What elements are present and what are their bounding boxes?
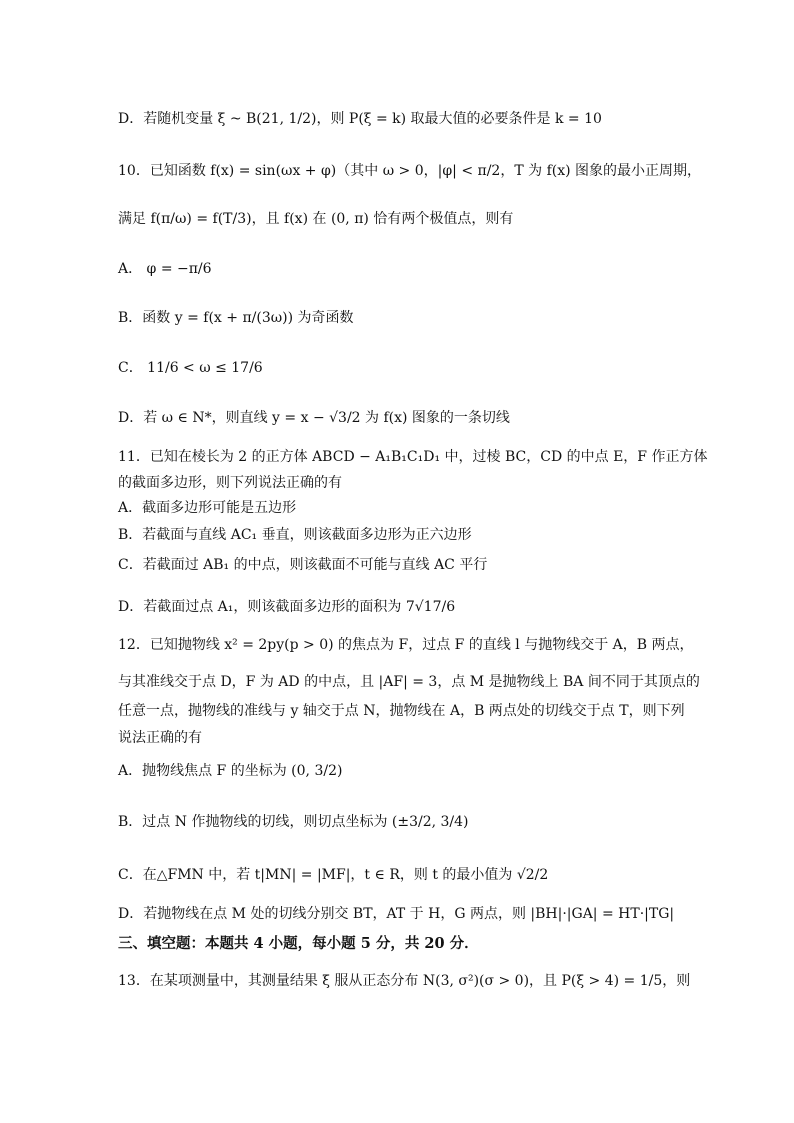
q12-stem-line2: 与其准线交于点 D，F 为 AD 的中点，且 |AF| = 3，点 M 是抛物线上 BA 间不同于其顶点的 <box>118 674 700 690</box>
q12-stem-line1: 12．已知抛物线 x² = 2py(p > 0) 的焦点为 F，过点 F 的直线 l 与抛物线交于 A，B 两点， <box>118 637 694 653</box>
q9-option-d: D．若随机变量 ξ ~ B(21, 1/2)，则 P(ξ = k) 取最大值的必要条件是 k = 10 <box>118 111 602 127</box>
q10-option-c: C． 11/6 < ω ≤ 17/6 <box>118 360 263 376</box>
q10-stem-line2: 满足 f(π/ω) = f(T/3)，且 f(x) 在 (0, π) 恰有两个极值点，则有 <box>118 211 514 227</box>
q11-stem-line2: 的截面多边形，则下列说法正确的有 <box>118 475 342 491</box>
q11-stem-line1: 11．已知在棱长为 2 的正方体 ABCD − A₁B₁C₁D₁ 中，过棱 BC，CD 的中点 E，F 作正方体 <box>118 449 708 465</box>
q13-stem-line1: 13．在某项测量中，其测量结果 ξ 服从正态分布 N(3, σ²)(σ > 0)，且 P(ξ > 4) = 1/5，则 <box>118 973 691 989</box>
q11-option-a: A．截面多边形可能是五边形 <box>118 500 297 516</box>
q12-option-c: C．在△FMN 中，若 t|MN| = |MF|，t ∈ R，则 t 的最小值为 √2/2 <box>118 867 549 883</box>
q12-stem-line4: 说法正确的有 <box>118 730 202 746</box>
q12-option-d: D．若抛物线在点 M 处的切线分别交 BT，AT 于 H，G 两点，则 |BH|·|GA| = HT·|TG| <box>118 906 675 922</box>
q10-option-d: D．若 ω ∈ N*，则直线 y = x − √3/2 为 f(x) 图象的一条切线 <box>118 410 510 426</box>
q10-option-a: A． φ = −π/6 <box>118 261 212 277</box>
q12-option-a: A．抛物线焦点 F 的坐标为 (0, 3/2) <box>118 763 343 779</box>
q10-stem-line1: 10．已知函数 f(x) = sin(ωx + φ)（其中 ω > 0，|φ| < π/2，T 为 f(x) 图象的最小正周期， <box>118 163 702 179</box>
q11-option-b: B．若截面与直线 AC₁ 垂直，则该截面多边形为正六边形 <box>118 527 472 543</box>
q11-option-c: C．若截面过 AB₁ 的中点，则该截面不可能与直线 AC 平行 <box>118 557 488 573</box>
q10-option-b: B．函数 y = f(x + π/(3ω)) 为奇函数 <box>118 310 354 326</box>
q12-stem-line3: 任意一点，抛物线的准线与 y 轴交于点 N，抛物线在 A，B 两点处的切线交于点 T，则下列 <box>118 703 685 719</box>
q12-option-b: B．过点 N 作抛物线的切线，则切点坐标为 (±3/2, 3/4) <box>118 814 469 830</box>
section-heading-fill-in: 三、填空题：本题共 4 小题，每小题 5 分，共 20 分． <box>118 935 479 952</box>
q11-option-d: D．若截面过点 A₁，则该截面多边形的面积为 7√17/6 <box>118 599 456 615</box>
